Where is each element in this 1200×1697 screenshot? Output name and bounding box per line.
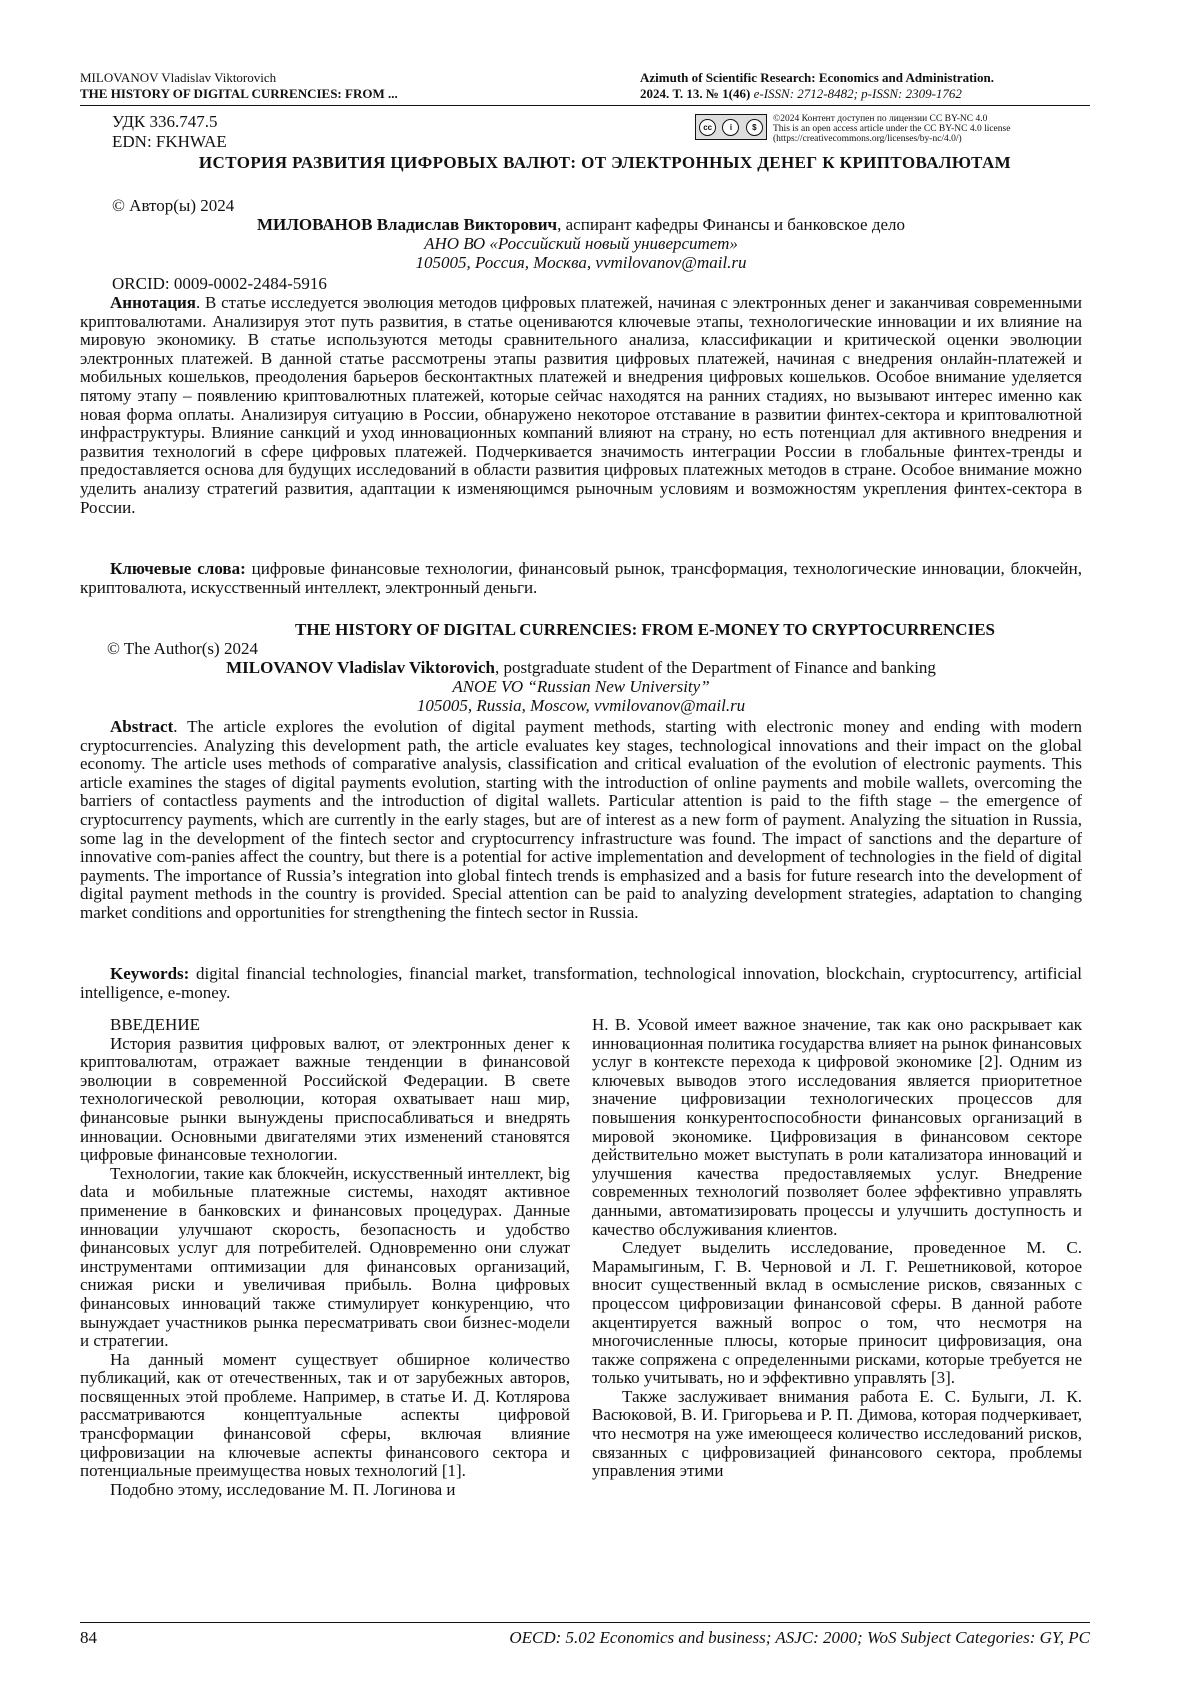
- journal-name: Azimuth of Scientific Research: Economics and Administration.: [640, 70, 994, 85]
- abstract-text-en: . The article explores the evolution of digital payment methods, starting with electronic money and ending with modern cryptocurrencies. Analyzing this development path, the article evaluates key stages, technological innovations and their impact on the global economy. The article uses methods of comparative analysis, classification and critical evaluation of the evolution of electronic payments. This article examines the stages of digital payments evolution, starting with the introduction of online payments and mobile wallets, overcoming the barriers of contactless payments and the introduction of digital wallets. Particular attention is paid to the fifth stage – the emergence of cryptocurrency payments, which are currently in the early stages, but are of interest as a new form of payment. Analyzing the situation in Russia, some lag in the development of the fintech sector and cryptocurrency infrastructure was found. The impact of sanctions and the departure of innovative com-panies affect the country, but there is a potential for active implementation and development of technologies in the field of digital payments. The importance of Russia’s integration into global fintech trends is emphasized and a basis for future research into the development of digital payment methods in the country is provided. Special attention can be paid to analyzing development strategies, adaptation to changing market conditions and opportunities for strengthening the fintech sector in Russia.: [80, 717, 1082, 922]
- keywords-text-en: digital financial technologies, financial market, transformation, technological innovation, blockchain, cryptocurrency, artificial intelligence, e-money.: [80, 964, 1082, 1002]
- abstract-label-en: Abstract: [110, 717, 174, 736]
- body-paragraph: На данный момент существует обширное количество публикаций, как от отечественных, так и от зарубежных авторов, посвященных этой проблеме. Например, в статье И. Д. Котлярова рассматриваются концептуальные аспекты цифровой трансформации финансовой сферы, включая влияние цифровизации на ключевые аспекты финансового сектора и потенциальные преимущества новых технологий [1].: [80, 1349, 570, 1481]
- body-paragraph: Подобно этому, исследование М. П. Логинова и: [110, 1479, 456, 1499]
- keywords-label-ru: Ключевые слова:: [110, 559, 246, 578]
- abstract-text-ru: . В статье исследуется эволюция методов цифровых платежей, начиная с электронных денег и заканчивая современными криптовалютами. Анализируя этот путь развития, в статье оцениваются ключевые этапы, технологические инновации и их влияние на мировую экономику. В статье используются методы сравнительного анализа, классификации и критической оценки эволюции электронных платежей. В данной статье рассмотрены этапы развития цифровых платежей, начиная с внедрения онлайн-платежей и мобильных кошельков, преодоления барьеров бесконтактных платежей и внедрения цифровых кошельков. Особое внимание уделяется пятому этапу – появлению криптовалютных платежей, которые сейчас находятся на ранних стадиях, но вызывают интерес именно как новая форма оплаты. Анализируя ситуацию в России, обнаружено некоторое отставание в развитии финтех-сектора и криптовалютной инфраструктуры. Влияние санкций и уход инновационных компаний влияют на страну, но есть потенциал для активного внедрения и развития технологий в сфере цифровых платежей. Подчеркивается значимость интеграции России в глобальные финтех-тренды и предоставляется основа для будущих исследований в области развития цифровых платежных методов в стране. Особое внимание можно уделить анализу стратегий развития, адаптации к изменяющимся рыночным условиям и возможностям укрепления финтех-сектора в России.: [80, 293, 1082, 517]
- edn-code: EDN: FKHWAE: [112, 132, 227, 151]
- footer-rule: [80, 1622, 1090, 1623]
- article-title-ru: ИСТОРИЯ РАЗВИТИЯ ЦИФРОВЫХ ВАЛЮТ: ОТ ЭЛЕКТРОННЫХ ДЕНЕГ К КРИПТОВАЛЮТАМ: [198, 153, 1012, 172]
- body-paragraph: История развития цифровых валют, от электронных денег к криптовалютам, отражает важные тенденции в финансовой эволюции в современной Российской Федерации. В свете технологической революции, которая охватывает наш мир, финансовые рынки вынуждены приспосабливаться и внедрять инновации. Основными двигателями этих изменений становятся цифровые финансовые технологии.: [80, 1033, 570, 1165]
- page-number: 84: [80, 1628, 97, 1647]
- body-column-left: [80, 1016, 570, 1499]
- header-short-title: THE HISTORY OF DIGITAL CURRENCIES: FROM ...: [80, 86, 398, 101]
- body-paragraph: Следует выделить исследование, проведенное М. С. Марамыгиным, Г. В. Черновой и Л. Г. Решетниковой, которое вносит существенный вклад в осмысление рисков, связанных с процессом цифровизации финансовой сферы. В данной работе акцентируется важный вопрос о том, что несмотря на многочисленные плюсы, которые приносит цифровизация, она также сопряжена с определенными рисками, которые требуется не только учитывать, но и эффективно управлять [3].: [592, 1238, 1082, 1388]
- running-header-left: [80, 70, 600, 102]
- address-en[interactable]: 105005, Russia, Moscow, vvmilovanov@mail.ru: [416, 696, 746, 715]
- body-column-right: [592, 1016, 1082, 1481]
- section-heading-introduction: ВВЕДЕНИЕ: [110, 1015, 200, 1034]
- copyright-en: © The Author(s) 2024: [107, 639, 258, 658]
- keywords-en: [80, 965, 1082, 1002]
- author-name-ru: МИЛОВАНОВ Владислав Викторович: [256, 215, 558, 234]
- udk-code: УДК 336.747.5: [112, 112, 218, 131]
- orcid[interactable]: ORCID: 0009-0002-2484-5916: [112, 274, 327, 293]
- body-paragraph: Н. В. Усовой имеет важное значение, так как оно раскрывает как инновационная политика государства влияет на рынок финансовых услуг в контексте перехода к цифровой экономике [2]. Одним из ключевых выводов этого исследования является приоритетное значение цифровизации технологических процессов для повышения конкурентоспособности финансовых организаций в мировой экономике. Цифровизация в финансовом секторе действительно может выступать в роли катализатора инноваций и улучшения качества предоставляемых услуг. Внедрение современных технологий позволяет более эффективно управлять данными, автоматизировать процессы и улучшить доступность и качество обслуживания клиентов.: [592, 1015, 1082, 1239]
- abstract-ru: [80, 294, 1082, 517]
- author-role-ru: , аспирант кафедры Финансы и банковское дело: [557, 215, 906, 234]
- header-rule: [80, 105, 1090, 106]
- keywords-ru: [80, 560, 1082, 597]
- body-paragraph: Технологии, такие как блокчейн, искусственный интеллект, big data и мобильные платежные системы, находят активное применение в банковских и финансовых процедурах. Данные инновации улучшают скорость, безопасность и удобство финансовых услуг для потребителей. Одновременно они служат инструментами оптимизации для финансовых организаций, снижая риски и увеличивая прибыль. Волна цифровых финансовых инноваций также стимулирует конкуренцию, что вынуждает участников рынка пересматривать свои бизнес-модели и стратегии.: [80, 1163, 570, 1351]
- abstract-en: [80, 718, 1082, 923]
- article-title-en: THE HISTORY OF DIGITAL CURRENCIES: FROM E-MONEY TO CRYPTOCURRENCIES: [295, 620, 995, 639]
- body-paragraph: Также заслуживает внимания работа Е. С. Булыги, Л. К. Васюковой, В. И. Григорьева и Р. П. Димова, которая подчеркивает, что несмотря на уже имеющееся количество исследований рисков, связанных с цифровизацией финансового сектора, проблемы управления этими: [592, 1386, 1082, 1481]
- keywords-text-ru: цифровые финансовые технологии, финансовый рынок, трансформация, технологические инновации, блокчейн, криптовалюта, искусственный интеллект, электронный деньги.: [80, 559, 1083, 597]
- header-author: MILOVANOV Vladislav Viktorovich: [80, 70, 277, 85]
- author-line-ru: [80, 215, 1082, 234]
- affiliation-en: ANOE VO “Russian New University”: [452, 677, 710, 696]
- author-line-en: [80, 658, 1082, 677]
- affiliation-ru: АНО ВО «Российский новый университет»: [424, 234, 738, 253]
- license-line-en: This is an open access article under the CC BY-NC 4.0 license: [773, 124, 1011, 134]
- article-meta: [112, 112, 227, 152]
- license-text: [773, 114, 1010, 144]
- keywords-label-en: Keywords:: [110, 964, 190, 983]
- running-header-right: [640, 70, 1090, 102]
- journal-issue: [640, 86, 1090, 102]
- license-url[interactable]: (https://creativecommons.org/licenses/by-nc/4.0/): [773, 134, 962, 144]
- journal-volume: 2024. Т. 13. № 1(46): [640, 86, 754, 101]
- address-ru[interactable]: 105005, Россия, Москва, vvmilovanov@mail.ru: [415, 253, 747, 272]
- copyright-ru: © Автор(ы) 2024: [112, 196, 235, 215]
- author-name-en: MILOVANOV Vladislav Viktorovich: [226, 658, 495, 677]
- license-block: [695, 114, 1010, 144]
- journal-issn: e-ISSN: 2712-8482; p-ISSN: 2309-1762: [753, 86, 962, 101]
- author-role-en: , postgraduate student of the Department of Finance and banking: [494, 658, 936, 677]
- abstract-label-ru: Аннотация: [110, 293, 196, 312]
- license-line-ru: ©2024 Контент доступен по лицензии CC BY-NC 4.0: [773, 114, 988, 124]
- cc-license-badge-icon: cc i $: [695, 114, 767, 140]
- subject-classification: OECD: 5.02 Economics and business; ASJC: 2000; WoS Subject Categories: GY, PC: [509, 1628, 1090, 1647]
